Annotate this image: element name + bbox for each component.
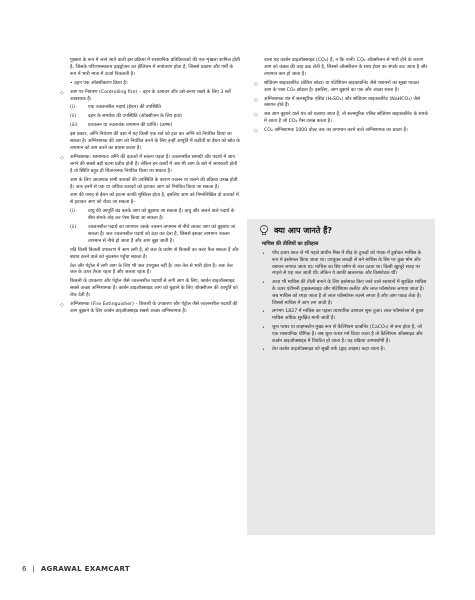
page-number: 6 (22, 565, 27, 573)
did-you-know-body (262, 251, 428, 356)
bullet-icon: ◇ (60, 154, 64, 161)
bullet-icon: ◇ (254, 128, 258, 135)
fire-control-heading: ◇ आग पर नियंत्रण (Controlling fire) – दहन के उत्पादन और उसे बनाए रखने के लिए 3 शर्तें आवश्यक हैं। (60, 89, 231, 102)
oil-paragraph: तेल और पेट्रोल में लगी आग के लिए भी जल उपयुक्त नहीं है। जल तेल से भारी होता है। अतः तेल जल के ऊपर तैरता रहता है और जलता रहता है। (70, 263, 233, 276)
intro-paragraph: गुब्बारा के रूप में जाने जाते वाली इस प्रक्रिया में रासायनिक प्रतिक्रियाओं की एक शृंखला शामिल होती है, जिसके परिणामस्वरूप हाइड्रोजन का हीलियम में रूपांतरण होता है, जिससे प्रकाश और गर्मी के रूप में भारी मात्रा में ऊर्जा निकलती है। (70, 58, 240, 77)
bullet-icon: • (262, 251, 265, 257)
bullet-icon: • (262, 309, 265, 316)
co2-extinguisher-paragraph: ◇ CO₂ अग्निशामक 1000 वोल्ट तक का तापमान करने वाले अग्निशामक का प्रकार है। (254, 128, 408, 135)
removal-item: (ii) ज्वलनशील पदार्थ का तापमान उसके ज्वलन तापमान से नीचे लाकर आग को बुझाया जा सकता है। जल ज्वलनशील पदार्थ को ठंडा कर देता है, जिससे इसका तापमान ज्वलन तापमान से नीचे हो जाता है और आग बुझ जाती है। (70, 225, 236, 244)
list-item: • लगभग 1827 में माचिस का पहला व्यापारिक उत्पादन शुरू हुआ। लाल फॉस्फोरस से युक्त माचिस अधिक सुरक्षित मानी जाती हैं। (262, 309, 424, 322)
brand-name: AGRAWAL EXAMCART (40, 565, 130, 573)
extinguisher-paragraph: ◇ अग्निशामक: सामान्यतः अग्नि की दवाओं में रुकना पड़ता है। ज्वलनशील सामग्री और पदार्थ में आग लगने की सबसे बड़ी घटना प्रतीत होती है। लेकिन इन कार्यों में जब भी आग के बारे में जानकारी होती है तो स्थिति बहुत ही चिंताजनक नियंत्रित किया जा सकता है। (60, 154, 238, 174)
list-item: • तेरा कार्बन डाइऑक्साइड को सूखी बर्फ (ड्राइ आइस) कहा जाता है। (262, 347, 385, 354)
co2-paragraph: वाला यह कार्बन डाइऑक्साइड (CO₂) है, न कि पानी। CO₂ ऑक्सीजन से भारी होने के कारण आग को कंबल की तरह ढक लेती है, जिससे ऑक्सीजन के साथ ईंधन का संपर्क कट जाता है और तापमान कम हो जाता है। (264, 58, 428, 77)
bullet-icon: • (262, 347, 265, 354)
footer-divider: | (32, 565, 35, 573)
did-you-know-title: क्या आप जानते हैं? (274, 225, 332, 235)
fire-info-paragraph: आग के लिए आवश्यक सभी कारकों की उपस्थिति के कारण ज्वलन या जलने की प्रक्रिया उत्पन्न होती है। अतः इनमें से एक या अधिक कारकों को हटाकर आग को नियंत्रित किया जा सकता है। (70, 177, 238, 190)
conditions-note: इस प्रकार, अग्नि नियंत्रण की दशा में यह किसी एक शर्त को हटा कर अग्नि को नियंत्रित किया जा सकता है। अग्निशामक की आग को नियंत्रित करने के लिए इन्हीं आपूर्ति में कटौती या ईंधन को स्रोत के तापमान को कम करने का प्रयास करता है। (70, 132, 240, 151)
removal-item: (i) वायु की आपूर्ति बंद करके आग को बुझाया जा सकता है। वायु और जलने वाले पदार्थ के बीच संपर्क तोड़ कर ऐसा किया जा सकता है। (70, 209, 235, 222)
lightbulb-icon (258, 224, 270, 236)
bullet-icon: ◇ (254, 96, 258, 103)
intro-note: • दहन एक ऑक्सीकरण क्रिया है। (70, 80, 128, 86)
bullet-icon: • (262, 324, 265, 331)
bullet-icon: ◇ (60, 89, 64, 96)
electric-paragraph: यदि किसी बिजली उपकरण में आग लगी है, तो जल के प्रयोग से बिजली का करंट फैल सकता है और बचाव करने वाले को नुकसान पहुँचा सकता है। (70, 247, 239, 260)
condition-item: (iii) प्रज्वलन या ज्वलनांक तापमान की प्राप्ति। (ऊष्मा) (70, 123, 173, 129)
list-item: • पाँच हजार साल से भी पहले प्राचीन मिस्र में चीड़ के टुकड़ों को गंधक में डुबोकर माचिस के रूप में इस्तेमाल किया जाता था। उपयुक्त लकड़ी से बने माचिस के सिर पर कुछ मोम और रसायन लगाया जाता था। माचिस का सिर घर्षण से जल उठता था। किसी खुरदुरे सतह पर रगड़ने से यह जल जाती थी। लेकिन ये काफी खतरनाक और विस्फोटक थीं। (262, 251, 422, 277)
bullet-icon: ◇ (254, 80, 258, 87)
did-you-know-subtitle: माचिस की तीलियों का इतिहास (262, 241, 319, 247)
condition-item: (ii) दहन के समर्थक की उपस्थिति (ऑक्सीजन के लिए हवा) (70, 114, 182, 120)
list-item: • चूना पत्थर या लाइमस्टोन मुख्य रूप से कैल्शियम कार्बोनेट (CaCO₃) से बना होता है, जो एक रासायनिक यौगिक है। जब चूना पत्थर गर्म किया जाता है तो कैल्शियम ऑक्साइड और कार्बन डाइऑक्साइड में विघटित हो जाता है। यह प्रक्रिया ऊष्माशोषी है। (262, 324, 423, 344)
acid-paragraph: ◇ अग्निशामक यंत्र में सल्फ्यूरिक एसिड (H₂SO₄) और सोडियम बाइकार्बोनेट (NaHCO₃) जैसे रसायन होते हैं। (254, 96, 421, 109)
soda-acid-paragraph: ◇ सोडियम बाइकार्बोनेट (बेकिंग सोडा) या पोटेशियम बाइकार्बोनेट जैसे रसायनों का सूखा पाउडर आग के पास CO₂ छोड़ता है। इसलिए, आग बुझाने का एक और अच्छा रास्ता है। (254, 80, 420, 93)
nozzle-paragraph: ◇ जब आग बुझाने वाले यंत्र को चलाया जाता है, तो सल्फ्यूरिक एसिड सोडियम बाइकार्बोनेट के संपर्क में आता है जो CO₂ गैस उत्पन्न करता है। (254, 112, 428, 125)
did-you-know-header (258, 224, 332, 236)
right-column (254, 58, 428, 137)
left-column (60, 58, 240, 318)
list-item: • आज भी माचिस की तीली बनाने के लिए इस्तेमाल किए जाने वाले रसायनों में सुरक्षित माचिस के ऊपर एंटीमनी ट्राइसल्फाइड और पोटेशियम क्लोरेट और लाल फॉस्फोरस लगाया जाता है। जब माचिस को रगड़ा जाता है तो लाल फॉस्फोरस जलने लगता है और आग पकड़ लेता है। जिससे माचिस में आग लग जाती है। (262, 280, 427, 306)
extinguisher-final: ◇ अग्निशामक (Fire Extinguisher) – बिजली के उपकरण और पेट्रोल जैसे ज्वलनशील पदार्थों की आग बुझाने के लिए कार्बन डाइऑक्साइड सबसे अच्छा अग्निशामक है। (60, 302, 238, 314)
bullet-icon: ◇ (254, 112, 258, 119)
fire-removal-paragraph: आग की जगह से ईंधन को हटाना काफी मुश्किल होता है, इसलिए आग को निम्नलिखित दो कारकों में से हटाकर आग को रोका जा सकता है– (70, 193, 239, 206)
page-footer (22, 565, 130, 573)
electric-fire-paragraph: बिजली के उपकरण और पेट्रोल जैसे ज्वलनशील पदार्थों से लगी आग के लिए, कार्बन डाइऑक्साइड सबसे अच्छा अग्निशामक है। कार्बन डाइऑक्साइड आग को बुझाने के लिए ऑक्सीजन की आपूर्ति को रोक देती है। (70, 279, 238, 299)
condition-item: (i) एक ज्वलनशील पदार्थ (ईंधन) की उपस्थिति (70, 105, 161, 111)
bullet-icon: • (262, 280, 265, 287)
bullet-icon: ◇ (60, 302, 64, 309)
